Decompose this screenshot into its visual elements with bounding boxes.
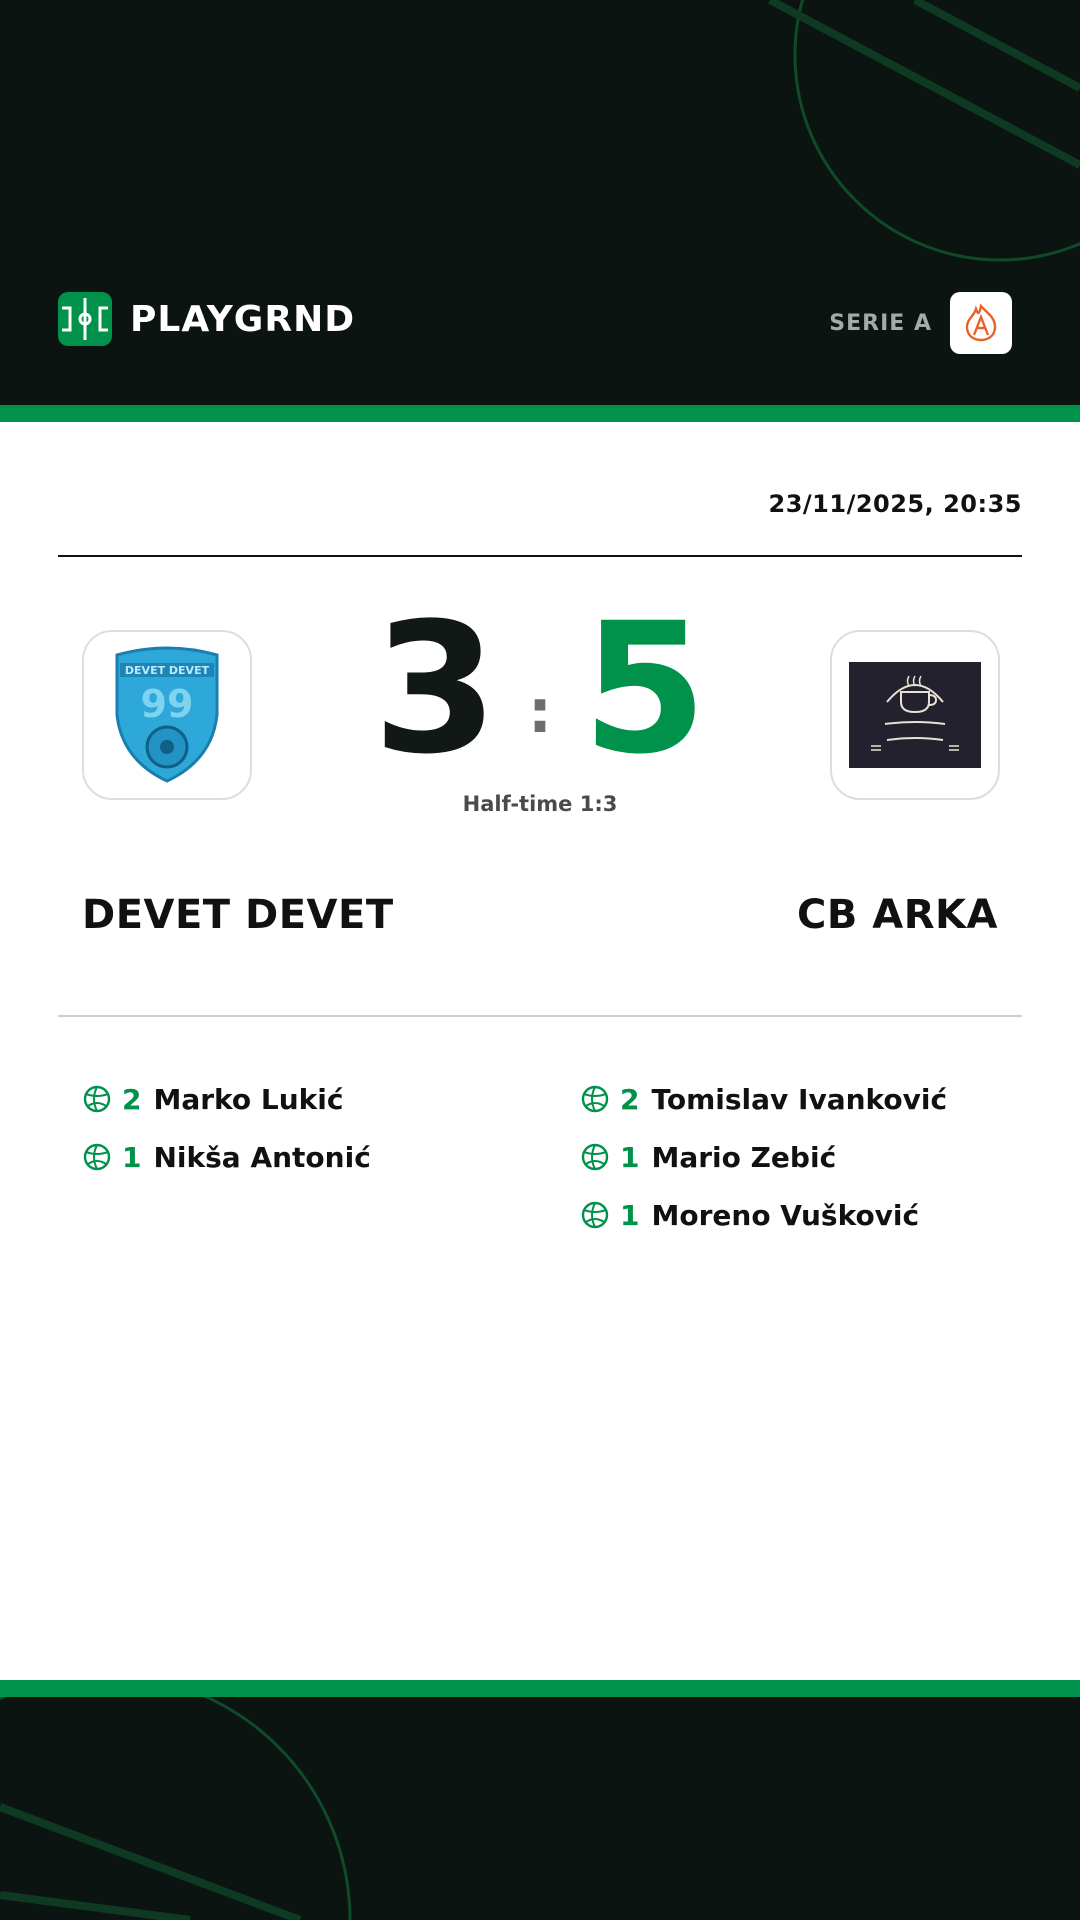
brand — [58, 292, 355, 346]
flame-a-league-badge-icon — [950, 292, 1012, 354]
away-scorers-list — [580, 1070, 947, 1244]
league — [829, 292, 1012, 354]
player-name: Moreno Vušković — [651, 1198, 920, 1232]
scorer-item — [580, 1186, 947, 1244]
ball-icon — [580, 1200, 610, 1230]
match-datetime: 23/11/2025, 20:35 — [768, 490, 1022, 518]
goal-count: 2 — [620, 1082, 640, 1116]
ball-icon — [580, 1142, 610, 1172]
home-scorers-list — [82, 1070, 371, 1186]
home-team-name: DEVET DEVET — [82, 892, 394, 938]
score-separator: : — [528, 677, 552, 747]
svg-text:99: 99 — [140, 682, 194, 726]
away-score: 5 — [582, 585, 708, 794]
player-name: Marko Lukić — [153, 1082, 344, 1116]
player-name: Tomislav Ivanković — [651, 1082, 948, 1116]
goal-count: 2 — [122, 1082, 142, 1116]
scorer-item — [580, 1128, 947, 1186]
ball-icon — [580, 1084, 610, 1114]
scorer-item — [82, 1128, 371, 1186]
divider — [58, 1015, 1022, 1017]
player-name: Nikša Antonić — [153, 1140, 371, 1174]
away-team-name: CB ARKA — [797, 892, 998, 938]
goal-count: 1 — [620, 1198, 640, 1232]
player-name: Mario Zebić — [651, 1140, 837, 1174]
scorer-item — [82, 1070, 371, 1128]
goal-count: 1 — [620, 1140, 640, 1174]
coffee-cup-crest-icon — [849, 662, 981, 768]
home-team-logo — [82, 630, 252, 800]
league-name: SERIE A — [829, 310, 932, 336]
home-score: 3 — [372, 585, 498, 794]
away-team-logo — [830, 630, 1000, 800]
divider — [58, 555, 1022, 557]
scorer-item — [580, 1070, 947, 1128]
halftime-score: Half-time 1:3 — [462, 792, 618, 816]
footer-accent-bar — [0, 1680, 1080, 1697]
header-accent-bar — [0, 405, 1080, 422]
ball-icon — [82, 1084, 112, 1114]
footer-band — [0, 1697, 1080, 1920]
scoreboard — [340, 585, 740, 794]
brand-name: PLAYGRND — [130, 298, 356, 340]
svg-text:DEVET DEVET: DEVET DEVET — [124, 664, 210, 677]
pitch-lines-decoration — [0, 1697, 1080, 1920]
shield-99-crest-icon — [112, 645, 222, 785]
ball-icon — [82, 1142, 112, 1172]
goal-count: 1 — [122, 1140, 142, 1174]
pitch-icon — [58, 292, 112, 346]
